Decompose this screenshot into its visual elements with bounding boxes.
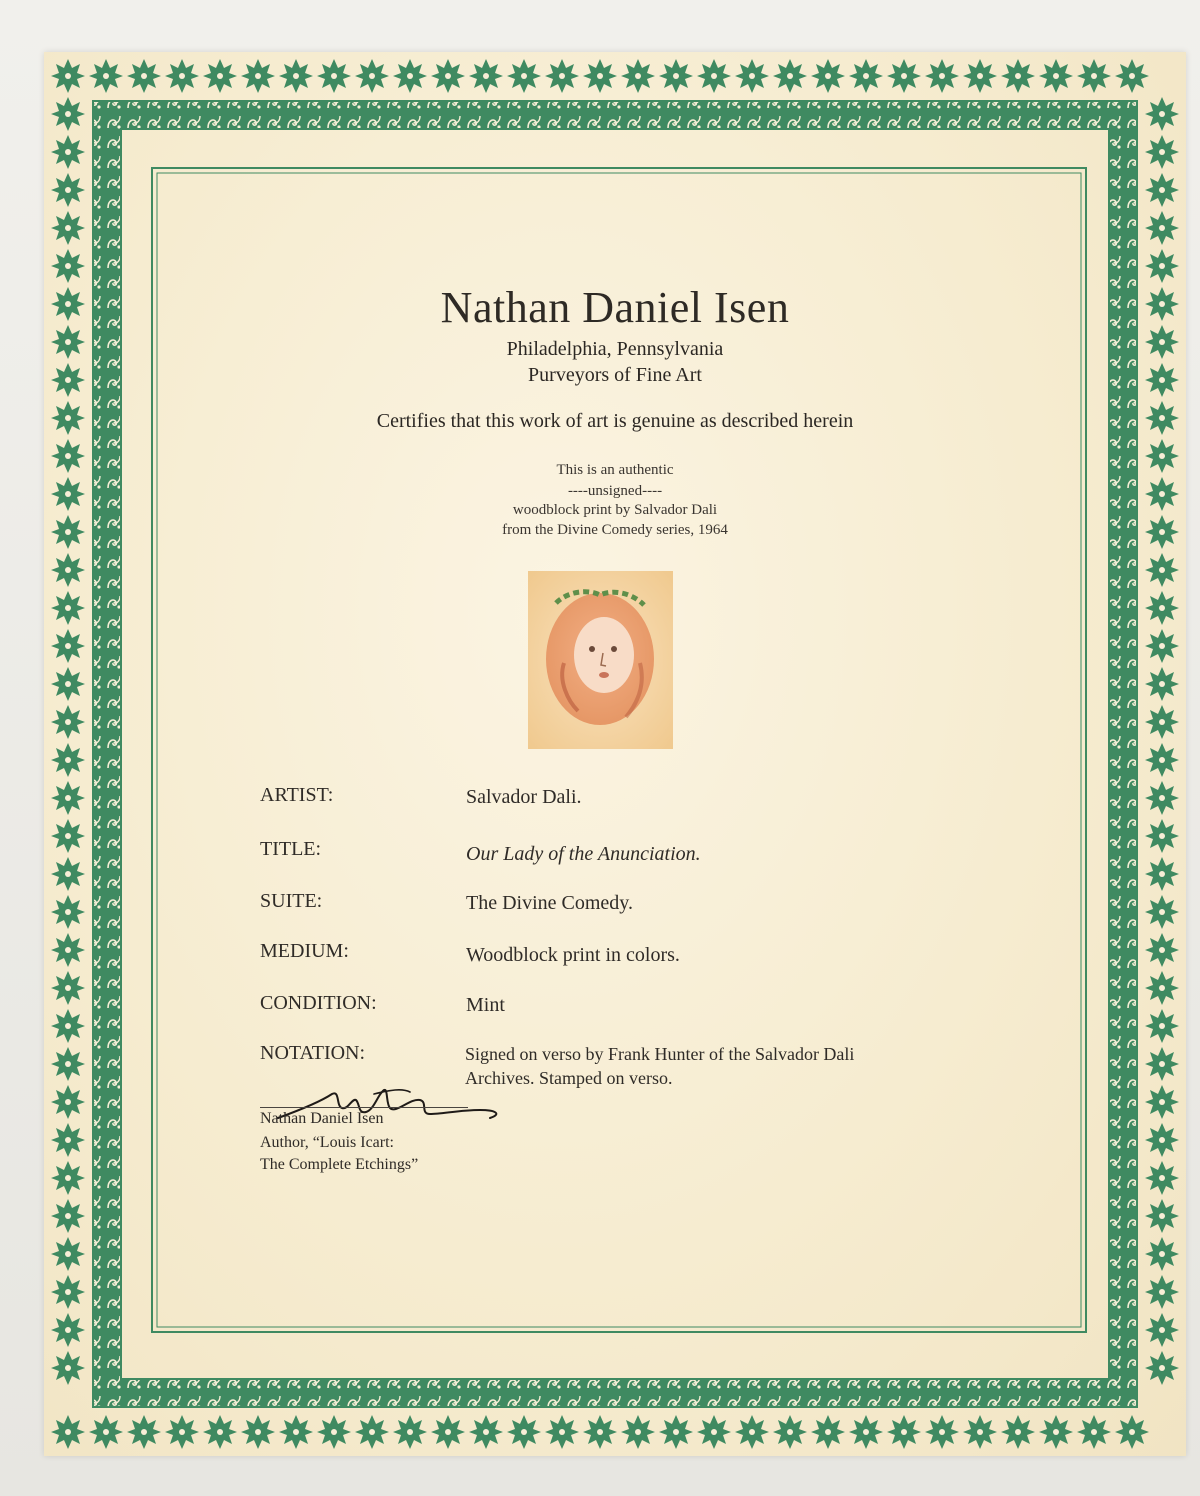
signer-role-line-2: The Complete Etchings” [260,1156,419,1173]
title-label: TITLE: [260,838,322,860]
authenticity-line-1: This is an authentic [556,462,674,478]
condition-value: Mint [466,994,505,1016]
firm-location: Philadelphia, Pennsylvania [506,338,724,360]
firm-tagline: Purveyors of Fine Art [528,364,702,386]
artwork-thumbnail [528,571,673,749]
signature-line [260,1107,468,1108]
authenticity-line-3: woodblock print by Salvador Dali [512,502,718,518]
signer-role-line-1: Author, “Louis Icart: [260,1134,394,1151]
authenticity-line-4: from the Divine Comedy series, 1964 [502,522,728,538]
firm-name: Nathan Daniel Isen [440,283,790,332]
suite-label: SUITE: [260,890,323,912]
artist-value: Salvador Dali. [466,786,582,808]
signer-name: Nathan Daniel Isen [260,1110,384,1127]
suite-value: The Divine Comedy. [466,892,634,914]
condition-label: CONDITION: [260,992,377,1014]
notation-value: Signed on verso by Frank Hunter of the Salvador Dali Archives. Stamped on verso. [465,1044,855,1088]
certificate-paper [44,52,1186,1456]
title-value: Our Lady of the Anunciation. [466,843,701,865]
medium-label: MEDIUM: [260,940,349,962]
notation-label: NOTATION: [260,1042,366,1064]
artist-label: ARTIST: [260,784,334,806]
certification-statement: Certifies that this work of art is genuine as described herein [376,410,854,432]
authenticity-line-2: ----unsigned---- [567,483,663,499]
certificate-content [44,52,1186,1456]
medium-value: Woodblock print in colors. [466,944,680,966]
